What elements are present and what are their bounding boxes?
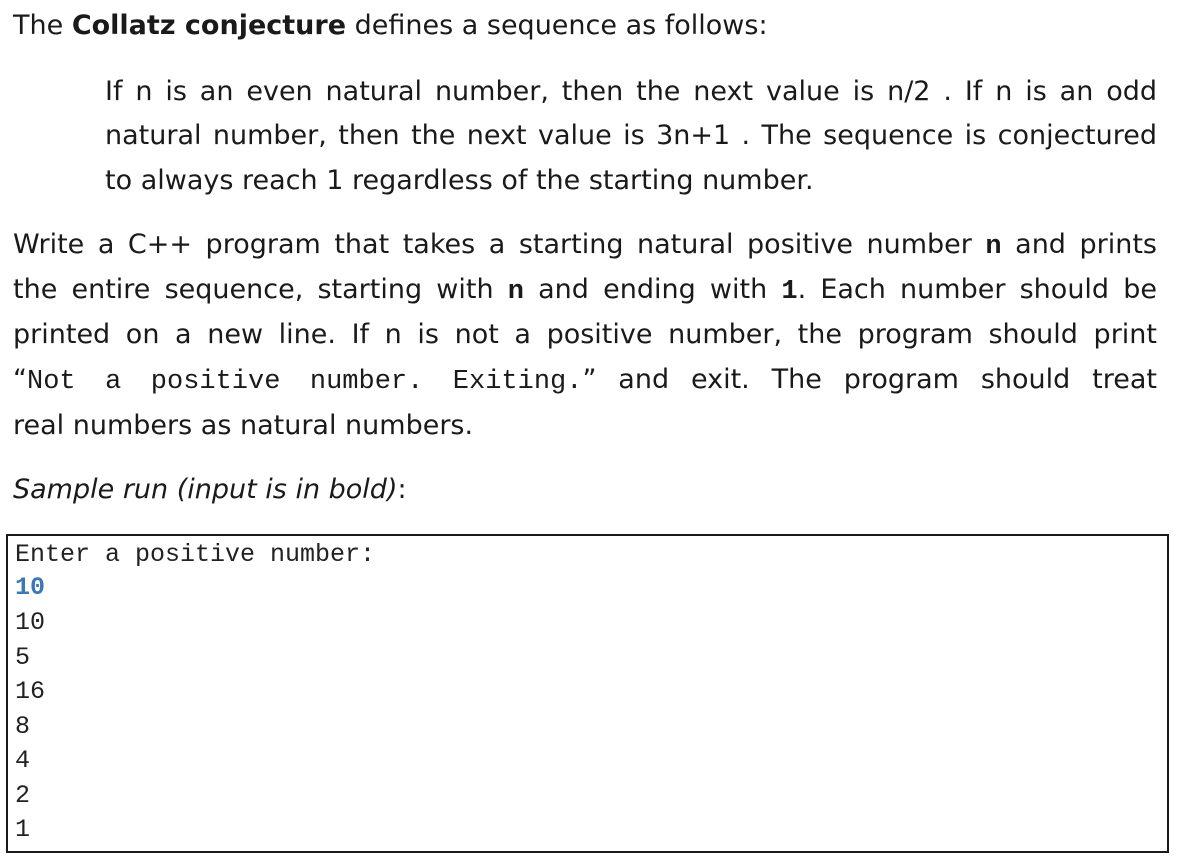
intro-paragraph (13, 8, 768, 44)
intro-text-before: The (13, 10, 72, 41)
definition-line-2: natural number, then the next value is 3n+1 . The sequence is conjectured (105, 120, 1157, 151)
task-line-2-b: and ending with (523, 274, 782, 305)
definition-line-1: If n is an even natural number, then the next value is n/2 . If n is an odd (105, 76, 1157, 107)
task-line-2 (13, 272, 1157, 310)
sample-run-label-text: Sample run (input is in bold) (13, 474, 398, 505)
sample-run-label (13, 472, 407, 508)
task-line-1 (13, 227, 1157, 265)
inline-code-n: n (985, 232, 1002, 262)
task-line-2-a: the entire sequence, starting with (13, 274, 508, 305)
console-output-line: 5 (15, 643, 31, 672)
console-output-line: 8 (15, 712, 31, 741)
console-output-line: 16 (15, 677, 46, 706)
console-prompt: Enter a positive number: (15, 540, 376, 569)
console-output-line: 2 (15, 781, 31, 810)
task-line-2-c: . Each number should be (797, 274, 1157, 305)
inline-code-error-message: Not a positive number. Exiting. (27, 367, 583, 397)
task-line-4 (13, 362, 1157, 400)
task-line-5: real numbers as natural numbers. (13, 410, 474, 441)
sample-run-console (6, 534, 1169, 853)
console-output-line: 10 (15, 608, 46, 637)
intro-term: Collatz conjecture (71, 10, 347, 41)
definition-line-3: to always reach 1 regardless of the starting number. (105, 165, 814, 196)
sample-run-colon: : (397, 474, 407, 505)
console-output-line: 1 (15, 815, 31, 844)
inline-code-1: 1 (781, 277, 798, 307)
task-line-1-text: Write a C++ program that takes a starting natural positive number (13, 229, 986, 260)
console-input: 10 (15, 573, 46, 602)
inline-code-n: n (507, 277, 524, 307)
intro-text-after: defines a sequence as follows: (346, 10, 768, 41)
console-output-line: 4 (15, 746, 31, 775)
task-line-1-end: and prints (1001, 229, 1157, 260)
task-line-3: printed on a new line. If n is not a positive number, the program should print (13, 319, 1157, 350)
open-quote: “ (13, 364, 27, 395)
task-line-4-rest: ” and exit. The program should treat (582, 364, 1157, 395)
